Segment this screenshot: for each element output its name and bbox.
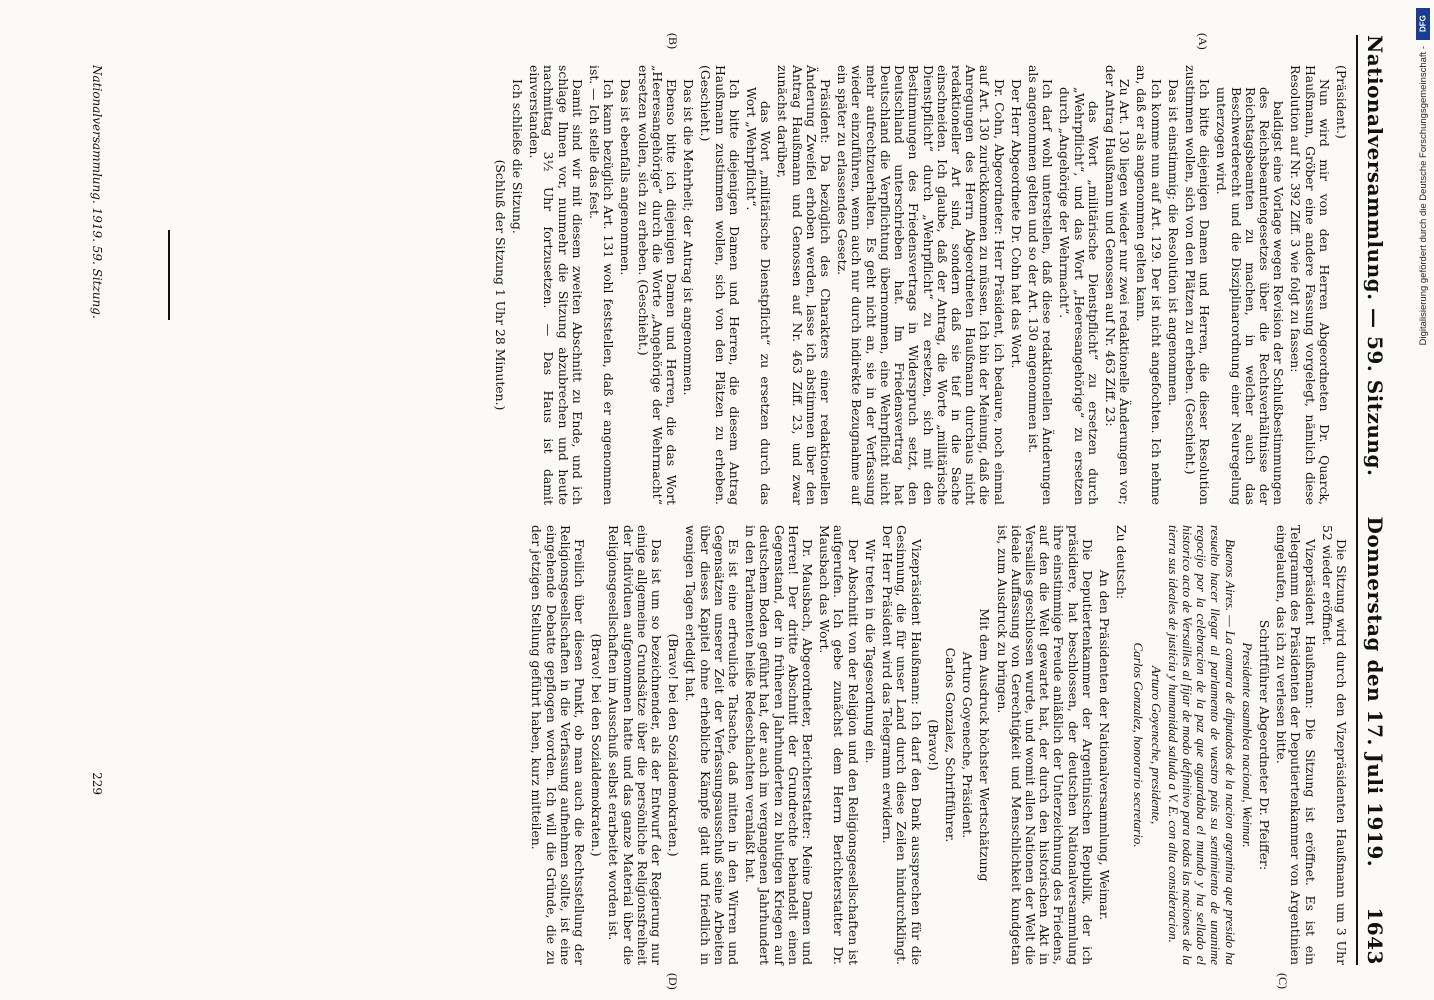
paragraph: Buenos Aires. — La camara de diputados de la nacion argentina que presido ha resuelto hacer llegar al parlamento de vuestro pais su sentimiento de unanime regocijo por la celebracion de la paz que aguardaba el mundo y ha sellado el historico acto de Versailles al fijar de modo definitivo para todas las naciones de la tierra sus ideales de justicia y humanidad saluda a V. E. con alta consideracion. xyxy=(1165,525,1238,965)
page-header xyxy=(1358,35,1392,965)
paragraph: Vizepräsident Haußmann: Die Sitzung ist eröffnet. Es ist ein Telegramm des Präsidenten der Deputiertenkammer von Argentinien eingelaufen, das ich zu verlesen bitte. xyxy=(1274,525,1318,965)
margin-marker-d: (D) xyxy=(666,973,680,990)
paragraph: das Wort „militärische Dienstpflicht“ zu ersetzen durch „Wehrpflicht“, und das Wort „Heeresangehörige“ zu ersetzen durch „Angehörige der Wehrmacht“. xyxy=(1057,87,1101,505)
margin-marker-a: (A) xyxy=(1196,33,1210,50)
paragraph: Carlos Gonzalez, honorario secretario. xyxy=(1131,642,1147,848)
paragraph: Die Deputiertenkammer der Argentinischen Republik, der ich präsidiere, hat beschlossen, der deutschen Nationalversammlung ihre einstimmige Freude anläßlich der Unterzeichnung des Friedens, auf den die Welt gewartet hat, der durch den historischen Akt in Versailles geschlossen wurde, und womit allen Nationen der Welt die ideale Auffassung von Gerechtigkeit und Menschlichkeit kundgetan ist, zum Ausdruck zu bringen. xyxy=(994,525,1095,965)
credit-text: Digitalisierung gefördert durch die Deutsche Forschungsgemeinschaft - xyxy=(1417,46,1429,346)
digitization-credit xyxy=(1412,0,1434,1000)
paragraph: Vizepräsident Haußmann: Ich darf den Dank aussprechen für die Gesinnung, die für unser Land durch diese Zeilen hindurchklingt. Der Herr Präsident wird das Telegramm erwidern. xyxy=(880,525,924,965)
paragraph: Wir treten in die Tagesordnung ein. xyxy=(862,539,878,764)
paragraph: (Bravo! bei den Sozialdemokraten.) xyxy=(589,633,605,857)
dfg-logo: DFG xyxy=(1416,8,1430,40)
header-rule xyxy=(1356,35,1358,965)
paragraph: Das ist um so bezeichnender, als der Entwurf der Regierung nur einige allgemeine Grundsätze über die persönliche Religionsfreiheit der Individuen aufgenommen hatte und das ganze Material über die Religionsgesellschaften im Ausschuß selbst erarbeitet worden ist. xyxy=(606,525,665,965)
paragraph: Mit dem Ausdruck höchster Wertschätzung xyxy=(977,608,993,882)
paragraph: Ich komme nun auf Art. 129. Der ist nicht angefochten. Ich nehme an, daß er als angenommen gelten kann. xyxy=(1134,65,1164,505)
paragraph: Präsident: Da bezüglich des Charakters einer redaktionellen Änderung Zweifel erhoben werden, lasse ich abstimmen über den Antrag Haußmann und Genossen auf Nr. 463 Ziff. 23, und zwar zunächst darüber, xyxy=(775,65,834,505)
paragraph: Ich kann bezüglich Art. 131 wohl feststellen, daß er angenommen ist. — Ich stelle das fest. xyxy=(587,65,617,505)
paragraph: Der Abschnitt von der Religion und den Religionsgesellschaften ist aufgerufen. Ich gebe zunächst dem Herrn Berichterstatter Dr. Mausbach das Wort. xyxy=(817,525,861,965)
left-column xyxy=(490,65,1348,505)
paragraph: Schriftführer Abgeordneter Dr. Pfeiffer: xyxy=(1256,619,1272,871)
footer-page-number: 229 xyxy=(90,772,104,795)
paragraph: Dr. Mausbach, Abgeordneter, Berichterstatter: Meine Damen und Herren! Der dritte Abschnitt der Grundrechte behandelt einen Gegenstand, der in früheren Jahrhunderten zu blutigen Kriegen auf deutschem Boden geführt hat, der auch im vergangenen Jahrhundert in den Parlamenten heiße Redeschlachten veranlaßt hat. xyxy=(743,525,816,965)
paragraph: das Wort „militärische Dienstpflicht“ zu ersetzen durch das Wort „Wehrpflicht“. xyxy=(744,87,774,505)
paragraph: Dr. Cohn, Abgeordneter: Herr Präsident, ich bedaure, noch einmal auf Art. 130 zurückkommen zu müssen. Ich bin der Meinung, daß die Anregungen des Herrn Abgeordneten Haußmann durchaus nicht redaktioneller Art sind, sondern daß sie tief in die Sache einschneiden. Ich glaube, daß der Antrag, die Worte „militärische Dienstpflicht“ durch „Wehrpflicht“ zu ersetzen, sich mit den Bestimmungen des Friedensvertrags in Widerspruch setzt, den Deutschland unterschrieben hat. Im Friedensvertrag hat Deutschland die Verpflichtung übernommen, eine Wehrpflicht nicht mehr aufrechtzuerhalten. Es geht nicht an, sie in der Verfassung wieder einzuführen, wenn auch nur durch indirekte Bezugnahme auf ein später zu erlassendes Gesetz. xyxy=(835,65,1007,505)
section-end-rule xyxy=(168,230,170,320)
paragraph: Ich schließe die Sitzung. xyxy=(510,79,526,234)
paragraph: (Bravo! bei den Sozialdemokraten.) xyxy=(666,633,682,857)
paragraph: Arturo Goyeneche, Präsident. xyxy=(960,651,976,839)
paragraph: Carlos Gonzalez, Schriftführer. xyxy=(942,647,958,843)
paragraph: Das ist einstimmig; die Resolution ist angenommen. xyxy=(1165,79,1181,406)
paragraph: Damit sind wir mit diesem zweiten Abschnitt zu Ende, und ich schlage Ihnen vor, nunmehr die Sitzung abzubrechen und heute nachmittag 3½ Uhr fortzusetzen. — Das Haus ist damit einverstanden. xyxy=(527,65,585,505)
paragraph: Ebenso bitte ich diejenigen Damen und Herren, die das Wort „Heeresangehörige“ durch die Worte „Angehörige der Wehrmacht“ ersetzen wollen, sich zu erheben. (Geschieht.) xyxy=(635,65,680,505)
paragraph: Ich bitte diejenigen Damen und Herren, die diesem Antrag Haußmann zustimmen wollen, sich von den Plätzen zu erheben. (Geschieht.) xyxy=(698,65,742,505)
page-number: 1643 xyxy=(1363,907,1387,965)
paragraph: (Bravo!) xyxy=(925,719,941,771)
header-left: Nationalversammlung. — 59. Sitzung. xyxy=(1363,35,1387,477)
paragraph: Arturo Goyeneche, presidente, xyxy=(1148,665,1164,825)
paragraph: Es ist eine erfreuliche Tatsache, daß mitten in den Wirren und Gegensätzen unserer Zeit der Verfassungsausschuß seine Arbeiten über dieses Kapitel ohne erhebliche Kämpfe glatt und friedlich in wenigen Tagen erledigt hat. xyxy=(683,525,742,965)
paragraph: (Schluß der Sitzung 1 Uhr 28 Minuten.) xyxy=(492,159,508,411)
paragraph: baldigst eine Vorlage wegen Revision der Schlußbestimmungen des Reichsbeamtengesetzes über die Rechtsverhältnisse der Reichstagsbeamten zu machen, in welcher auch das Beschwerderecht und die Disziplinarordnung einer Neuregelung unterzogen wird. xyxy=(1214,87,1287,505)
rotated-sheet xyxy=(30,5,1400,995)
paragraph: Ich bitte diejenigen Damen und Herren, die dieser Resolution zustimmen wollen, sich von den Plätzen zu erheben. (Geschieht.) xyxy=(1182,65,1213,505)
paragraph: Zu Art. 130 liegen wieder nur zwei redaktionelle Änderungen vor; der Antrag Haußmann und Genossen auf Nr. 463 Ziff. 23: xyxy=(1102,65,1133,505)
paragraph: Freilich über diesen Punkt, ob man auch die Rechtsstellung der Religionsgesellschaften in die Verfassung aufnehmen sollte, ist eine eingehende Debatte gepflogen worden. Ich will die Gründe, die zu der jetzigen Stellung geführt haben, kurz mitteilen. xyxy=(529,525,588,965)
paragraph: Das ist die Mehrheit; der Antrag ist angenommen. xyxy=(681,79,697,396)
paragraph: Der Herr Abgeordnete Dr. Cohn hat das Wort. xyxy=(1008,79,1024,369)
header-middle: Donnerstag den 17. Juli 1919. xyxy=(1363,516,1387,868)
paragraph: Das ist ebenfalls angenommen. xyxy=(618,79,634,276)
paragraph: Nun wird mir von den Herren Abgeordneten Dr. Quarck, Haußmann, Gröber eine andere Fassung vorgelegt, nämlich diese Resolution auf Nr. 392 Ziff. 3 wie folgt zu fassen: xyxy=(1288,65,1332,505)
margin-marker-b: (B) xyxy=(666,33,680,49)
paragraph: Zu deutsch: xyxy=(1114,525,1130,600)
paragraph: An den Präsidenten der Nationalversammlung, Weimar. xyxy=(1096,569,1112,921)
paragraph: Die Sitzung wird durch den Vizepräsidenten Haußmann um 3 Uhr 52 wieder eröffnet. xyxy=(1319,525,1349,965)
right-column xyxy=(526,525,1348,965)
paragraph: Presidente asamblea nacional, Weimar. xyxy=(1239,642,1255,848)
paragraph: Ich darf wohl unterstellen, daß diese redaktionellen Änderungen als angenommen gelten und so der Art. 130 angenommen ist. xyxy=(1025,65,1056,505)
margin-marker-c: (C) xyxy=(1276,973,1290,989)
paragraph: (Präsident.) xyxy=(1334,65,1349,139)
footer-note: Nationalversammlung. 1919. 59. Sitzung. xyxy=(90,65,104,319)
